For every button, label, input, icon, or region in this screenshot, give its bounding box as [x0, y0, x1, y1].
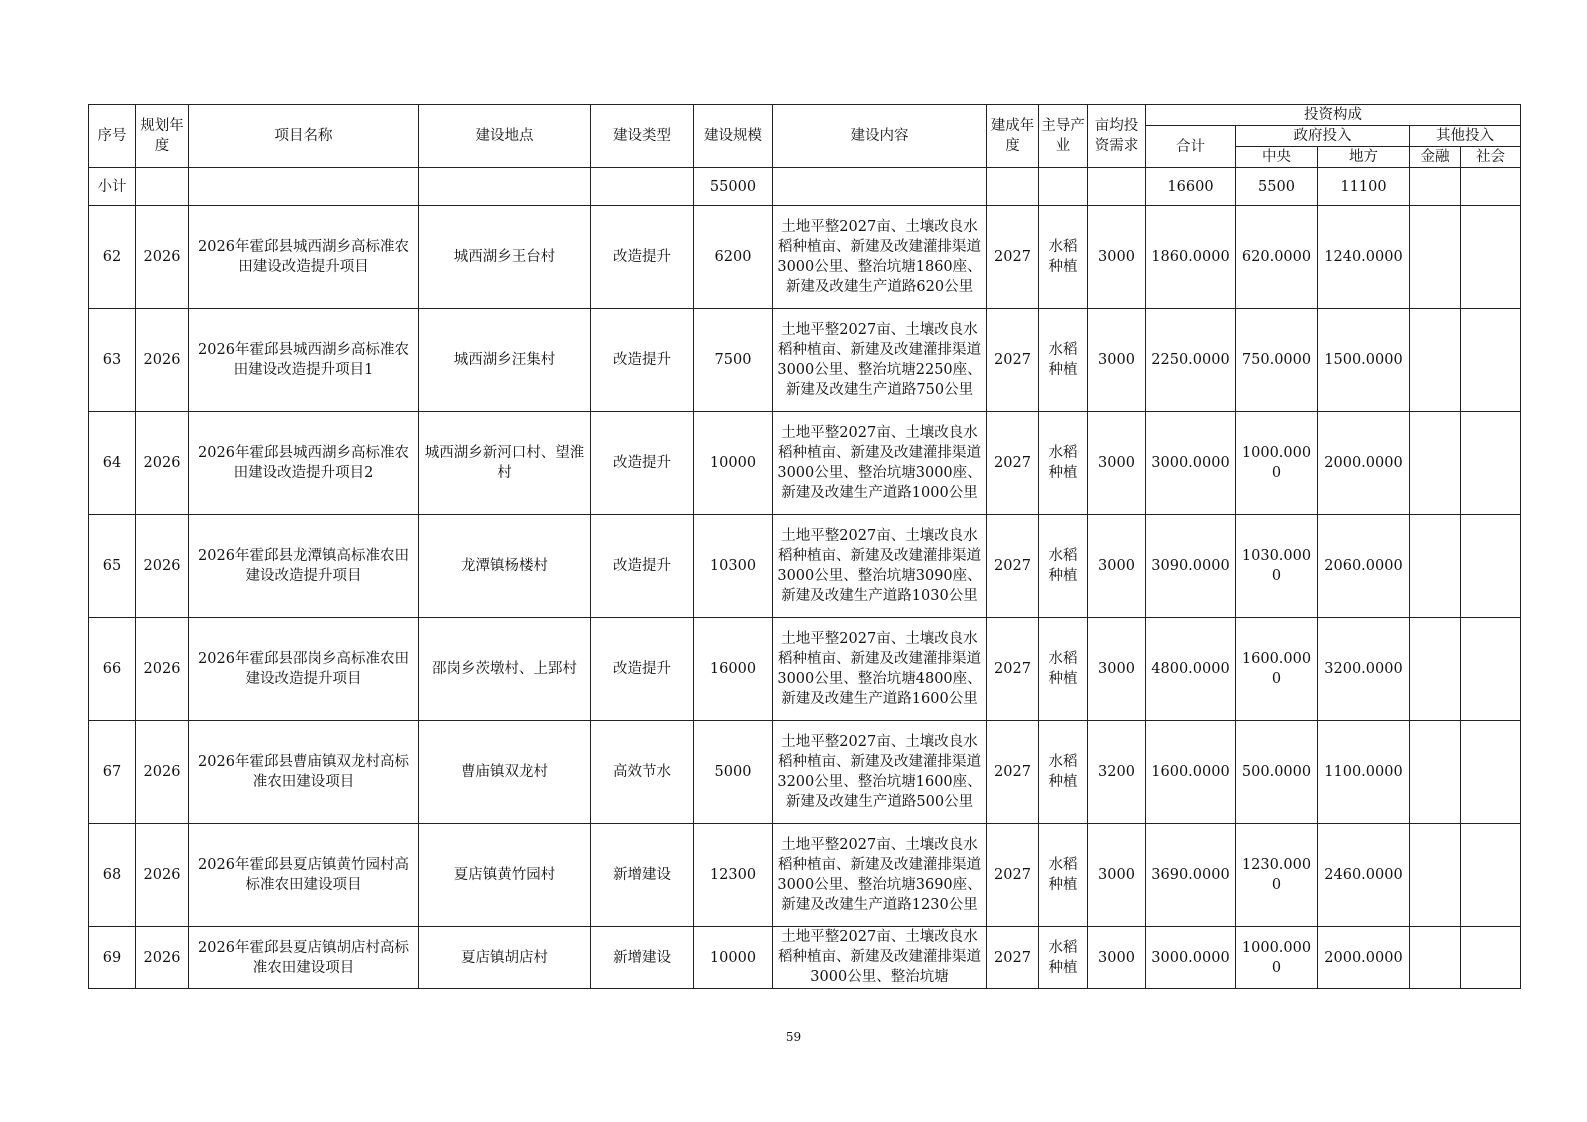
header-industry: 主导产业 — [1039, 105, 1088, 168]
header-per-mu: 亩均投资需求 — [1088, 105, 1146, 168]
location-cell: 夏店镇胡店村 — [419, 927, 591, 989]
finance-cell — [1410, 824, 1461, 927]
type-cell: 改造提升 — [591, 618, 694, 721]
project-name-cell: 2026年霍邱县城西湖乡高标准农田建设改造提升项目2 — [189, 412, 419, 515]
central-cell: 1030.0000 — [1236, 515, 1318, 618]
content-cell: 土地平整2027亩、土壤改良水稻种植亩、新建及改建灌排渠道3000公里、整治坑塘2250座、新建及改建生产道路750公里 — [773, 309, 987, 412]
per-mu-cell: 3000 — [1088, 206, 1146, 309]
done-year-cell: 2027 — [987, 412, 1039, 515]
project-name-cell: 2026年霍邱县邵岗乡高标准农田建设改造提升项目 — [189, 618, 419, 721]
location-cell: 城西湖乡新河口村、望淮村 — [419, 412, 591, 515]
per-mu-cell: 3000 — [1088, 412, 1146, 515]
project-name-cell: 2026年霍邱县龙潭镇高标准农田建设改造提升项目 — [189, 515, 419, 618]
industry-cell: 水稻种植 — [1039, 412, 1088, 515]
finance-cell — [1410, 309, 1461, 412]
local-cell: 3200.0000 — [1318, 618, 1410, 721]
project-name-cell: 2026年霍邱县城西湖乡高标准农田建设改造提升项目 — [189, 206, 419, 309]
social-cell — [1461, 927, 1521, 989]
scale-cell: 10300 — [694, 515, 773, 618]
subtotal-total: 16600 — [1146, 168, 1236, 206]
subtotal-local: 11100 — [1318, 168, 1410, 206]
social-cell — [1461, 721, 1521, 824]
scale-cell: 5000 — [694, 721, 773, 824]
subtotal-central: 5500 — [1236, 168, 1318, 206]
project-name-cell: 2026年霍邱县曹庙镇双龙村高标准农田建设项目 — [189, 721, 419, 824]
header-project-name: 项目名称 — [189, 105, 419, 168]
industry-cell: 水稻种植 — [1039, 824, 1088, 927]
location-cell: 邵岗乡茨墩村、上郢村 — [419, 618, 591, 721]
seq-cell: 67 — [89, 721, 136, 824]
done-year-cell: 2027 — [987, 721, 1039, 824]
year-cell: 2026 — [136, 515, 189, 618]
content-cell: 土地平整2027亩、土壤改良水稻种植亩、新建及改建灌排渠道3000公里、整治坑塘3690座、新建及改建生产道路1230公里 — [773, 824, 987, 927]
central-cell: 750.0000 — [1236, 309, 1318, 412]
seq-cell: 66 — [89, 618, 136, 721]
seq-cell: 63 — [89, 309, 136, 412]
scale-cell: 6200 — [694, 206, 773, 309]
content-cell: 土地平整2027亩、土壤改良水稻种植亩、新建及改建灌排渠道3000公里、整治坑塘 — [773, 927, 987, 989]
scale-cell: 12300 — [694, 824, 773, 927]
finance-cell — [1410, 721, 1461, 824]
social-cell — [1461, 412, 1521, 515]
industry-cell: 水稻种植 — [1039, 309, 1088, 412]
per-mu-cell: 3000 — [1088, 927, 1146, 989]
total-cell: 3000.0000 — [1146, 927, 1236, 989]
header-seq: 序号 — [89, 105, 136, 168]
total-cell: 4800.0000 — [1146, 618, 1236, 721]
done-year-cell: 2027 — [987, 618, 1039, 721]
social-cell — [1461, 206, 1521, 309]
year-cell: 2026 — [136, 824, 189, 927]
type-cell: 改造提升 — [591, 309, 694, 412]
type-cell: 改造提升 — [591, 515, 694, 618]
social-cell — [1461, 309, 1521, 412]
per-mu-cell: 3000 — [1088, 618, 1146, 721]
location-cell: 城西湖乡王台村 — [419, 206, 591, 309]
done-year-cell: 2027 — [987, 927, 1039, 989]
seq-cell: 62 — [89, 206, 136, 309]
done-year-cell: 2027 — [987, 515, 1039, 618]
per-mu-cell: 3000 — [1088, 309, 1146, 412]
local-cell: 2000.0000 — [1318, 927, 1410, 989]
total-cell: 1860.0000 — [1146, 206, 1236, 309]
industry-cell: 水稻种植 — [1039, 927, 1088, 989]
table-row — [89, 927, 1521, 989]
content-cell: 土地平整2027亩、土壤改良水稻种植亩、新建及改建灌排渠道3000公里、整治坑塘3000座、新建及改建生产道路1000公里 — [773, 412, 987, 515]
finance-cell — [1410, 927, 1461, 989]
header-finance: 金融 — [1410, 147, 1461, 168]
social-cell — [1461, 618, 1521, 721]
social-cell — [1461, 824, 1521, 927]
table-row — [89, 412, 1521, 515]
per-mu-cell: 3000 — [1088, 515, 1146, 618]
local-cell: 1240.0000 — [1318, 206, 1410, 309]
local-cell: 1100.0000 — [1318, 721, 1410, 824]
type-cell: 高效节水 — [591, 721, 694, 824]
content-cell: 土地平整2027亩、土壤改良水稻种植亩、新建及改建灌排渠道3000公里、整治坑塘1860座、新建及改建生产道路620公里 — [773, 206, 987, 309]
table-row — [89, 618, 1521, 721]
content-cell: 土地平整2027亩、土壤改良水稻种植亩、新建及改建灌排渠道3000公里、整治坑塘3090座、新建及改建生产道路1030公里 — [773, 515, 987, 618]
year-cell: 2026 — [136, 412, 189, 515]
project-name-cell: 2026年霍邱县城西湖乡高标准农田建设改造提升项目1 — [189, 309, 419, 412]
done-year-cell: 2027 — [987, 824, 1039, 927]
social-cell — [1461, 515, 1521, 618]
location-cell: 龙潭镇杨楼村 — [419, 515, 591, 618]
type-cell: 改造提升 — [591, 412, 694, 515]
scale-cell: 7500 — [694, 309, 773, 412]
total-cell: 3090.0000 — [1146, 515, 1236, 618]
total-cell: 2250.0000 — [1146, 309, 1236, 412]
seq-cell: 64 — [89, 412, 136, 515]
header-social: 社会 — [1461, 147, 1521, 168]
header-done-year: 建成年度 — [987, 105, 1039, 168]
central-cell: 500.0000 — [1236, 721, 1318, 824]
per-mu-cell: 3000 — [1088, 824, 1146, 927]
header-total: 合计 — [1146, 126, 1236, 168]
scale-cell: 10000 — [694, 412, 773, 515]
page-number: 59 — [785, 1030, 802, 1044]
location-cell: 城西湖乡汪集村 — [419, 309, 591, 412]
total-cell: 3690.0000 — [1146, 824, 1236, 927]
header-plan-year: 规划年度 — [136, 105, 189, 168]
central-cell: 620.0000 — [1236, 206, 1318, 309]
year-cell: 2026 — [136, 927, 189, 989]
seq-cell: 65 — [89, 515, 136, 618]
type-cell: 新增建设 — [591, 927, 694, 989]
header-content: 建设内容 — [773, 105, 987, 168]
content-cell: 土地平整2027亩、土壤改良水稻种植亩、新建及改建灌排渠道3000公里、整治坑塘4800座、新建及改建生产道路1600公里 — [773, 618, 987, 721]
investment-table — [88, 104, 1521, 989]
central-cell: 1000.0000 — [1236, 412, 1318, 515]
type-cell: 改造提升 — [591, 206, 694, 309]
industry-cell: 水稻种植 — [1039, 618, 1088, 721]
industry-cell: 水稻种植 — [1039, 206, 1088, 309]
year-cell: 2026 — [136, 721, 189, 824]
table-row — [89, 824, 1521, 927]
done-year-cell: 2027 — [987, 206, 1039, 309]
year-cell: 2026 — [136, 618, 189, 721]
total-cell: 3000.0000 — [1146, 412, 1236, 515]
finance-cell — [1410, 206, 1461, 309]
seq-cell: 68 — [89, 824, 136, 927]
subtotal-row — [89, 168, 1521, 206]
per-mu-cell: 3200 — [1088, 721, 1146, 824]
year-cell: 2026 — [136, 206, 189, 309]
header-location: 建设地点 — [419, 105, 591, 168]
total-cell: 1600.0000 — [1146, 721, 1236, 824]
table-row — [89, 515, 1521, 618]
local-cell: 1500.0000 — [1318, 309, 1410, 412]
central-cell: 1000.0000 — [1236, 927, 1318, 989]
finance-cell — [1410, 412, 1461, 515]
table-row — [89, 721, 1521, 824]
header-central: 中央 — [1236, 147, 1318, 168]
industry-cell: 水稻种植 — [1039, 721, 1088, 824]
project-name-cell: 2026年霍邱县夏店镇胡店村高标准农田建设项目 — [189, 927, 419, 989]
finance-cell — [1410, 618, 1461, 721]
table-row — [89, 309, 1521, 412]
header-local: 地方 — [1318, 147, 1410, 168]
content-cell: 土地平整2027亩、土壤改良水稻种植亩、新建及改建灌排渠道3200公里、整治坑塘1600座、新建及改建生产道路500公里 — [773, 721, 987, 824]
type-cell: 新增建设 — [591, 824, 694, 927]
scale-cell: 10000 — [694, 927, 773, 989]
location-cell: 曹庙镇双龙村 — [419, 721, 591, 824]
header-invest: 投资构成 — [1146, 105, 1521, 126]
header-scale: 建设规模 — [694, 105, 773, 168]
finance-cell — [1410, 515, 1461, 618]
local-cell: 2460.0000 — [1318, 824, 1410, 927]
done-year-cell: 2027 — [987, 309, 1039, 412]
subtotal-scale: 55000 — [694, 168, 773, 206]
table-row — [89, 206, 1521, 309]
central-cell: 1600.0000 — [1236, 618, 1318, 721]
project-name-cell: 2026年霍邱县夏店镇黄竹园村高标准农田建设项目 — [189, 824, 419, 927]
central-cell: 1230.0000 — [1236, 824, 1318, 927]
local-cell: 2060.0000 — [1318, 515, 1410, 618]
header-type: 建设类型 — [591, 105, 694, 168]
scale-cell: 16000 — [694, 618, 773, 721]
year-cell: 2026 — [136, 309, 189, 412]
local-cell: 2000.0000 — [1318, 412, 1410, 515]
header-other: 其他投入 — [1410, 126, 1521, 147]
industry-cell: 水稻种植 — [1039, 515, 1088, 618]
location-cell: 夏店镇黄竹园村 — [419, 824, 591, 927]
subtotal-label: 小计 — [89, 168, 136, 206]
header-gov: 政府投入 — [1236, 126, 1410, 147]
seq-cell: 69 — [89, 927, 136, 989]
